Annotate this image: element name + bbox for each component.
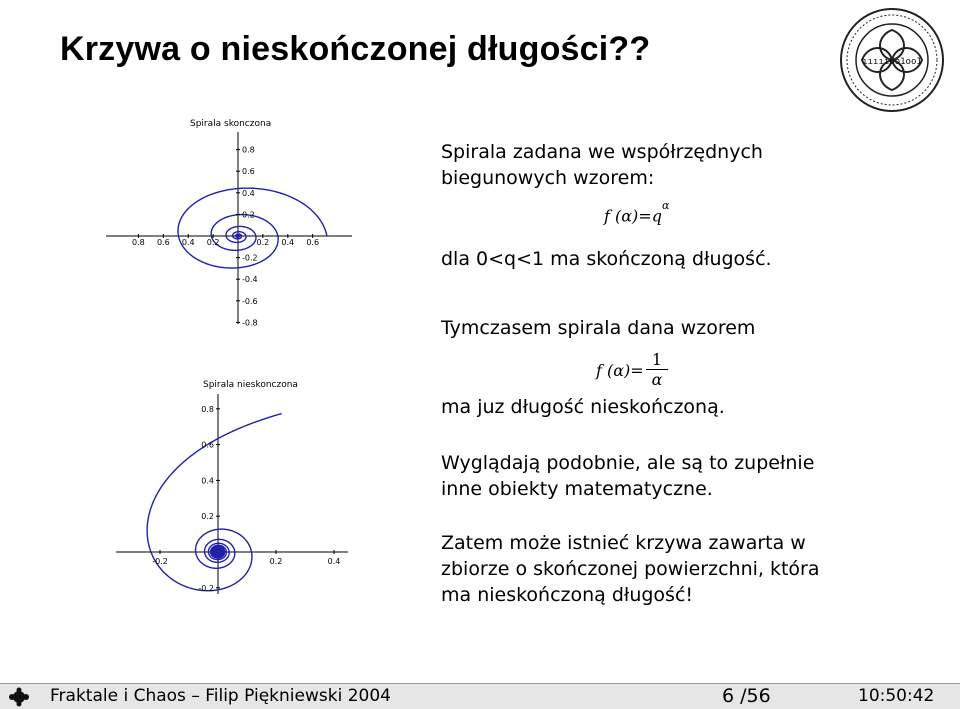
chart2-x-tick-label: -0.2 <box>152 557 168 566</box>
chart-finite-spiral <box>100 110 360 330</box>
university-seal-icon <box>838 6 946 114</box>
chart1-x-tick-label: 0.6 <box>156 238 170 247</box>
chart1-title: Spirala skonczona <box>190 119 272 129</box>
chart2-title: Spirala nieskonczona <box>203 380 298 390</box>
chart1-y-tick-label: 0.4 <box>242 188 255 198</box>
chart-infinite-spiral <box>108 372 360 600</box>
paragraph-1-line-2: biegunowych wzorem: <box>441 167 655 189</box>
formula-finite <box>604 199 670 226</box>
formula-infinite-fraction <box>646 350 668 389</box>
formula-finite-lhs: f (α)=q <box>604 206 662 226</box>
fractal-logo-icon <box>8 687 30 707</box>
paragraph-3-line-1: Wyglądają podobnie, ale są to zupełnie <box>441 452 815 474</box>
chart1-y-tick-label: -0.4 <box>242 275 258 285</box>
paragraph-4-line-3: ma nieskończoną długość! <box>441 584 694 606</box>
footer-page-number <box>722 685 771 707</box>
footer-author: Fraktale i Chaos – Filip Piękniewski 2004 <box>50 686 391 706</box>
chart1-y-tick-label: -0.6 <box>242 296 258 306</box>
chart2-y-tick-label: 0.4 <box>201 476 214 486</box>
paragraph-1-line-1: Spirala zadana we współrzędnych <box>441 141 763 163</box>
chart1-x-tick-label: 0.6 <box>306 238 320 247</box>
chart1-x-tick-label: 0.8 <box>132 238 145 247</box>
paragraph-3-line-2: inne obiekty matematyczne. <box>441 478 713 500</box>
paragraph-1-line-3: dla 0<q<1 ma skończoną długość. <box>441 248 772 270</box>
seal-text: ıııııoo1oo1 <box>862 57 922 67</box>
chart1-x-tick-label: 0.4 <box>281 238 295 247</box>
formula-infinite-numerator: 1 <box>646 350 668 370</box>
paragraph-4-line-1: Zatem może istnieć krzywa zawarta w <box>441 532 806 554</box>
chart2-y-tick-label: 0.2 <box>201 512 214 522</box>
paragraph-4-line-2: zbiorze o skończonej powierzchni, która <box>441 558 820 580</box>
chart1-y-tick-label: 0.8 <box>242 145 255 155</box>
chart2-y-tick-label: 0.6 <box>201 440 214 450</box>
paragraph-2-line-1: Tymczasem spirala dana wzorem <box>441 317 756 339</box>
chart2-y-tick-label: 0.8 <box>201 404 214 414</box>
formula-infinite-lhs: f (α)= <box>596 361 644 380</box>
formula-finite-exponent: α <box>661 199 670 212</box>
chart1-x-tick-label: 0.4 <box>181 238 195 247</box>
chart1-x-tick-label: 0.2 <box>256 238 270 247</box>
paragraph-2-line-2: ma juz długość nieskończoną. <box>441 396 725 418</box>
footer-time: 10:50:42 <box>858 686 935 706</box>
chart2-x-tick-label: 0.2 <box>269 557 283 566</box>
page-total: 56 <box>746 685 771 707</box>
chart1-y-tick-label: -0.8 <box>242 318 258 328</box>
chart1-y-tick-label: 0.2 <box>242 210 255 220</box>
footer-bar <box>0 683 960 709</box>
chart1-x-tick-label: 0.2 <box>206 238 220 247</box>
chart2-x-tick-label: 0.4 <box>327 557 341 566</box>
slide-title: Krzywa o nieskończonej długości?? <box>60 30 651 68</box>
formula-infinite-denominator: α <box>651 370 663 389</box>
page-current: 6 <box>722 685 735 707</box>
chart2-y-tick-label: -0.2 <box>198 583 214 593</box>
chart1-y-tick-label: 0.6 <box>242 167 255 177</box>
chart1-y-tick-label: -0.2 <box>242 253 258 263</box>
page-separator: / <box>740 685 747 707</box>
